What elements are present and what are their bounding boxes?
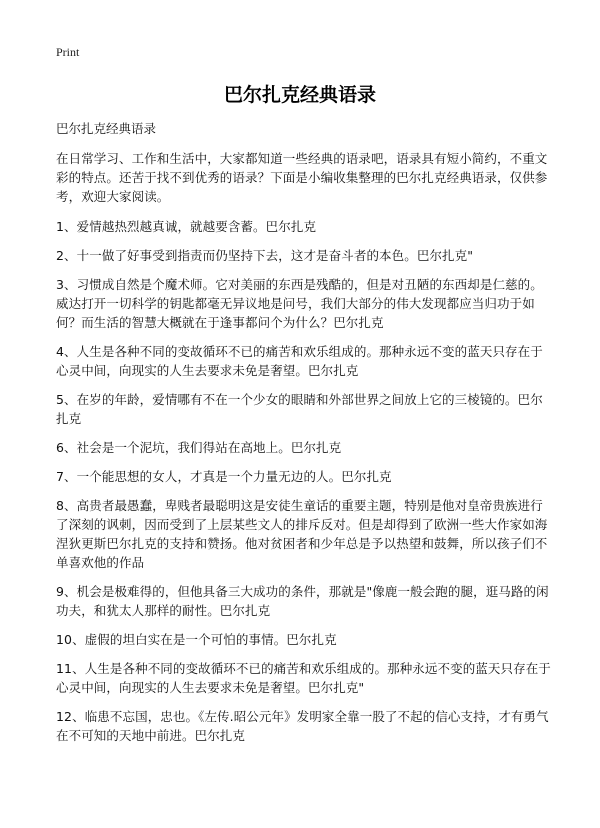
article-body (56, 120, 552, 755)
quote-item: 4、人生是各种不同的变故循环不已的痛苦和欢乐组成的。那种永远不变的蓝天只存在于心灵中间，向现实的人生去要求未免是奢望。巴尔扎克 (56, 344, 543, 378)
print-link[interactable]: Print (56, 45, 80, 59)
quote-item: 2、十一做了好事受到指责而仍坚持下去，这才是奋斗者的本色。巴尔扎克" (56, 248, 474, 263)
quote-item: 8、高贵者最愚蠢，卑贱者最聪明这是安徒生童话的重要主题，特别是他对皇帝贵族进行了深刻的讽刺，因而受到了上层某些文人的排斥反对。但是却得到了欧洲一些大作家如海涅狄更斯巴尔扎克的支持和赞扬。他对贫困者和少年总是予以热望和鼓舞，所以孩子们不单喜欢他的作品 (56, 498, 548, 570)
quote-item: 1、爱情越热烈越真诚，就越要含蓄。巴尔扎克 (56, 219, 317, 234)
quote-item: 5、在岁的年龄，爱情哪有不在一个少女的眼睛和外部世界之间放上它的三棱镜的。巴尔扎克 (56, 392, 543, 426)
article-subtitle: 巴尔扎克经典语录 (56, 121, 157, 136)
quote-item: 6、社会是一个泥坑，我们得站在高地上。巴尔扎克 (56, 440, 342, 455)
quote-item: 11、人生是各种不同的变故循环不已的痛苦和欢乐组成的。那种永远不变的蓝天只存在于心灵中间，向现实的人生去要求未免是奢望。巴尔扎克" (56, 661, 551, 695)
page-title: 巴尔扎克经典语录 (223, 84, 376, 106)
quote-item: 10、虚假的坦白实在是一个可怕的事情。巴尔扎克 (56, 632, 337, 647)
intro-paragraph: 在日常学习、工作和生活中，大家都知道一些经典的语录吧，语录具有短小简约，不重文彩的特点。还苦于找不到优秀的语录？下面是小编收集整理的巴尔扎克经典语录，仅供参考，欢迎大家阅读。 (56, 151, 548, 204)
quote-item: 7、一个能思想的女人，才真是一个力量无边的人。巴尔扎克 (56, 469, 392, 484)
quote-item: 9、机会是极难得的，但他具备三大成功的条件，那就是"像鹿一般会跑的腿，逛马路的闲功夫，和犹太人那样的耐性。巴尔扎克 (56, 584, 549, 618)
quote-item: 3、习惯成自然是个魔术师。它对美丽的东西是残酷的，但是对丑陋的东西却是仁慈的。威达打开一切科学的钥匙都毫无异议地是问号，我们大部分的伟大发现都应当归功于如何？而生活的智慧大概就在于逢事都问个为什么？巴尔扎克 (56, 277, 543, 330)
quote-item: 12、临患不忘国，忠也。《左传.昭公元年》发明家全靠一股了不起的信心支持，才有勇气在不可知的天地中前进。巴尔扎克 (56, 709, 549, 743)
